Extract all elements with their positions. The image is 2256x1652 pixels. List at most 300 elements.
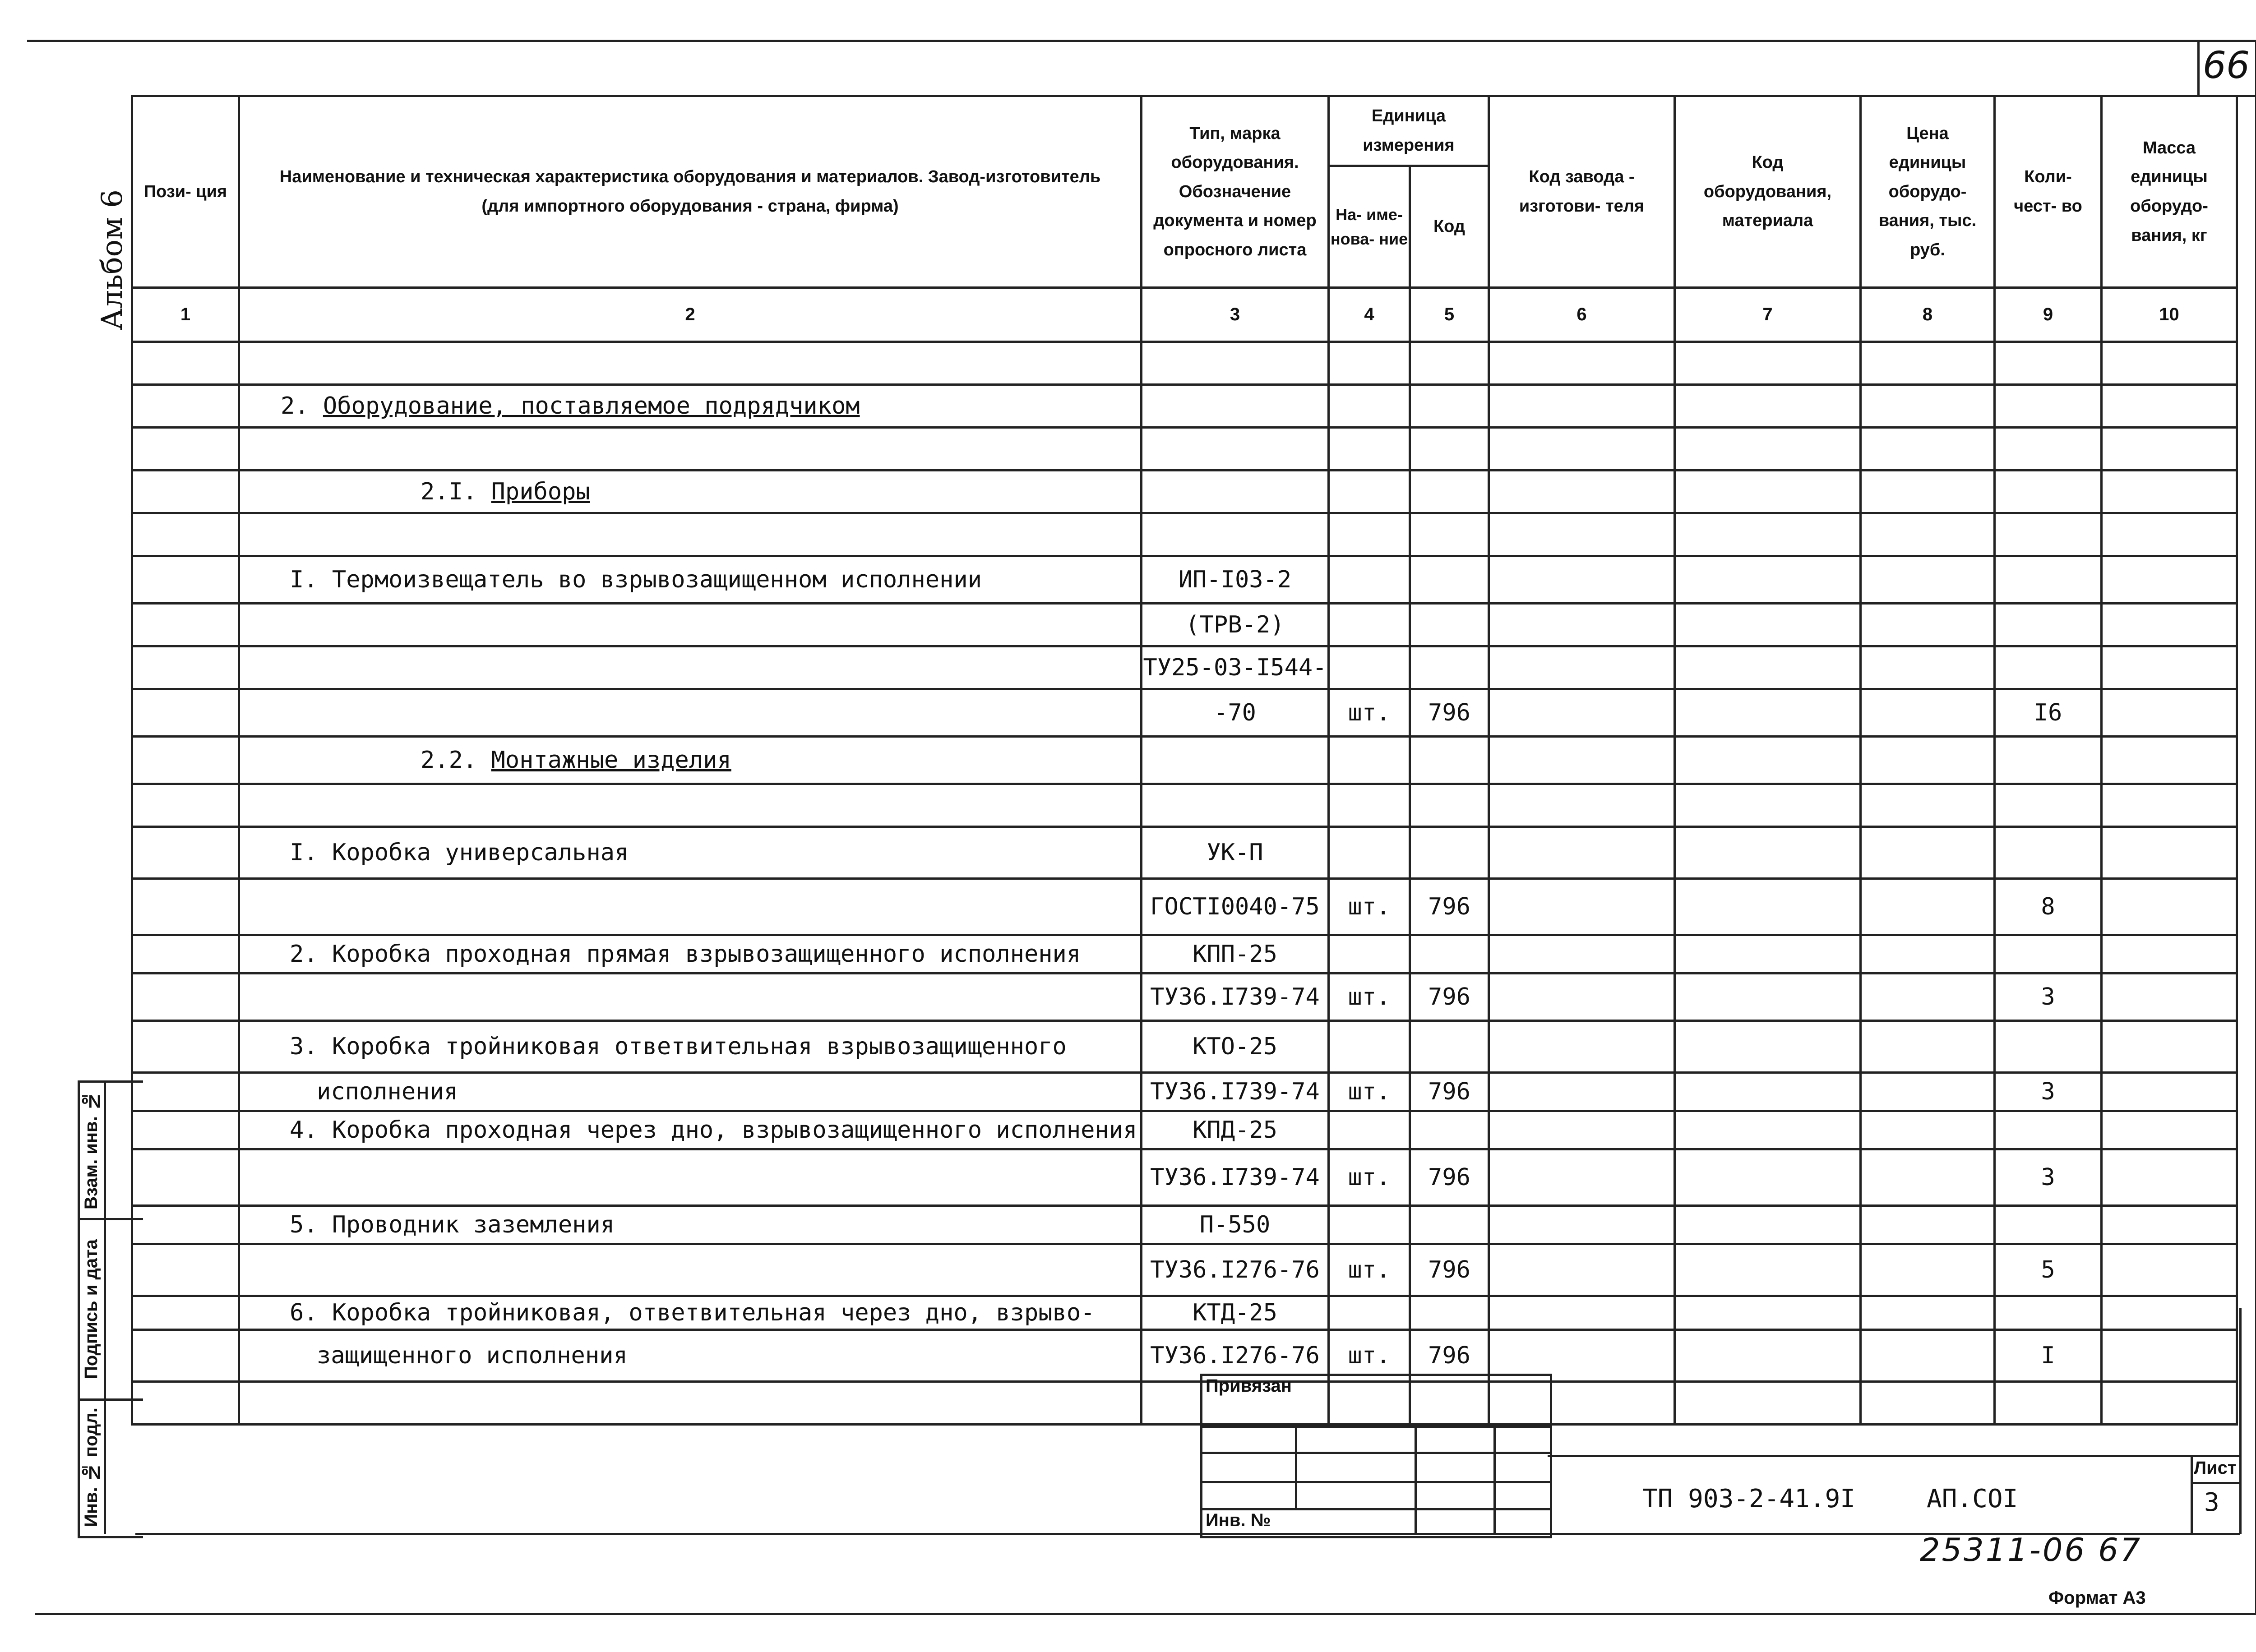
mass-cell xyxy=(2102,471,2237,513)
sheet-box-line xyxy=(2191,1482,2240,1484)
position-cell xyxy=(132,1382,239,1425)
type-cell xyxy=(1142,342,1329,385)
unit-name-cell xyxy=(1329,513,1410,556)
unit-name-cell-text: шт. xyxy=(1348,699,1391,726)
equipment-code-cell xyxy=(1675,737,1861,784)
name-cell xyxy=(239,513,1142,556)
unit-name-cell xyxy=(1329,689,1410,737)
quantity-cell xyxy=(1995,513,2102,556)
price-cell xyxy=(1861,879,1995,935)
vzam-inv-label: Взам. инв. № xyxy=(81,1091,101,1209)
price-cell xyxy=(1861,471,1995,513)
name-cell-text: I. Коробка универсальная xyxy=(290,839,629,866)
unit-name-cell xyxy=(1329,1149,1410,1206)
equipment-code-cell xyxy=(1675,1296,1861,1330)
unit-code-cell xyxy=(1410,1296,1489,1330)
column-number: 9 xyxy=(1995,288,2102,342)
unit-code-cell-text: 796 xyxy=(1428,1256,1470,1283)
mass-cell xyxy=(2102,1021,2237,1073)
name-cell xyxy=(239,689,1142,737)
price-cell xyxy=(1861,827,1995,879)
table-row xyxy=(132,935,2237,974)
price-cell xyxy=(1861,974,1995,1021)
type-cell-text: ТУ36.I276-76 xyxy=(1150,1256,1320,1283)
type-cell-text: УК-П xyxy=(1207,839,1263,866)
factory-code-cell xyxy=(1489,604,1675,646)
name-cell-text: 3. Коробка тройниковая ответвительная взрывозащищенного xyxy=(290,1033,1067,1060)
position-cell xyxy=(132,471,239,513)
name-cell xyxy=(239,1021,1142,1073)
type-cell-text: -70 xyxy=(1214,699,1256,726)
position-cell xyxy=(132,1149,239,1206)
equipment-code-cell xyxy=(1675,1244,1861,1296)
position-cell xyxy=(132,879,239,935)
sheet-box-line xyxy=(2191,1455,2193,1534)
title-block xyxy=(1548,1455,2239,1457)
side-stamp-divider xyxy=(104,1080,106,1534)
unit-name-cell xyxy=(1329,604,1410,646)
price-cell xyxy=(1861,1206,1995,1244)
position-cell xyxy=(132,342,239,385)
position-cell xyxy=(132,1111,239,1149)
name-cell xyxy=(239,1296,1142,1330)
name-cell-text: 2. Оборудование, поставляемое подрядчиком xyxy=(281,392,860,420)
factory-code-cell xyxy=(1489,385,1675,428)
type-cell xyxy=(1142,646,1329,689)
sheet-label: Лист xyxy=(2194,1458,2237,1478)
unit-code-cell xyxy=(1410,1111,1489,1149)
type-cell-text: ТУ36.I739-74 xyxy=(1150,983,1320,1011)
quantity-cell xyxy=(1995,689,2102,737)
equipment-code-cell xyxy=(1675,974,1861,1021)
inventory-number-label: Инв. № xyxy=(1206,1510,1271,1530)
header-quantity: Коли- чест- во xyxy=(1995,96,2102,288)
equipment-code-cell xyxy=(1675,385,1861,428)
name-cell xyxy=(239,1244,1142,1296)
table-row xyxy=(132,1149,2237,1206)
unit-name-cell-text: шт. xyxy=(1348,1342,1391,1369)
equipment-code-cell xyxy=(1675,556,1861,604)
position-cell xyxy=(132,737,239,784)
type-cell xyxy=(1142,1111,1329,1149)
column-number: 5 xyxy=(1410,288,1489,342)
quantity-cell xyxy=(1995,784,2102,827)
unit-name-cell xyxy=(1329,1296,1410,1330)
unit-name-cell xyxy=(1329,974,1410,1021)
position-cell xyxy=(132,1073,239,1111)
quantity-cell-text: I xyxy=(2041,1342,2055,1369)
type-cell-text: КТД-25 xyxy=(1193,1299,1277,1326)
mass-cell xyxy=(2102,342,2237,385)
unit-name-cell xyxy=(1329,737,1410,784)
quantity-cell-text: I6 xyxy=(2034,699,2062,726)
unit-code-cell xyxy=(1410,513,1489,556)
column-number: 1 xyxy=(132,288,239,342)
equipment-code-cell xyxy=(1675,604,1861,646)
price-cell xyxy=(1861,1382,1995,1425)
stamp-line xyxy=(1493,1426,1496,1534)
type-cell xyxy=(1142,935,1329,974)
name-cell xyxy=(239,1330,1142,1382)
quantity-cell xyxy=(1995,385,2102,428)
equipment-code-cell xyxy=(1675,513,1861,556)
equipment-code-cell xyxy=(1675,1111,1861,1149)
type-cell xyxy=(1142,513,1329,556)
type-cell xyxy=(1142,1021,1329,1073)
quantity-cell xyxy=(1995,935,2102,974)
price-cell xyxy=(1861,604,1995,646)
header-unit: Единица измерения xyxy=(1329,96,1489,166)
position-cell xyxy=(132,1244,239,1296)
equipment-code-cell xyxy=(1675,1382,1861,1425)
position-cell xyxy=(132,974,239,1021)
column-number: 7 xyxy=(1675,288,1861,342)
position-cell xyxy=(132,784,239,827)
quantity-cell xyxy=(1995,1330,2102,1382)
unit-code-cell-text: 796 xyxy=(1428,983,1470,1011)
table-row xyxy=(132,646,2237,689)
name-cell xyxy=(239,827,1142,879)
name-cell-text: 2.I. Приборы xyxy=(421,478,590,505)
table-row xyxy=(132,1073,2237,1111)
unit-code-cell xyxy=(1410,556,1489,604)
column-number-row xyxy=(132,288,2237,342)
mass-cell xyxy=(2102,974,2237,1021)
column-number: 10 xyxy=(2102,288,2237,342)
header-price: Цена единицы оборудо- вания, тыс. руб. xyxy=(1861,96,1995,288)
type-cell-text: ГОСТI0040-75 xyxy=(1150,893,1320,920)
factory-code-cell xyxy=(1489,1296,1675,1330)
name-cell xyxy=(239,935,1142,974)
document-code: ТП 903-2-41.9I xyxy=(1642,1484,1856,1514)
unit-code-cell xyxy=(1410,935,1489,974)
unit-code-cell xyxy=(1410,428,1489,471)
name-cell xyxy=(239,974,1142,1021)
unit-name-cell xyxy=(1329,827,1410,879)
name-cell xyxy=(239,1073,1142,1111)
mass-cell xyxy=(2102,1149,2237,1206)
type-cell xyxy=(1142,1149,1329,1206)
stamp-line xyxy=(1200,1426,1550,1428)
mass-cell xyxy=(2102,513,2237,556)
type-cell-text: КПП-25 xyxy=(1193,941,1277,968)
unit-name-cell-text: шт. xyxy=(1348,1256,1391,1283)
equipment-code-cell xyxy=(1675,1206,1861,1244)
column-number: 2 xyxy=(239,288,1142,342)
type-cell-text: ТУ36.I739-74 xyxy=(1150,1164,1320,1191)
price-cell xyxy=(1861,784,1995,827)
mass-cell xyxy=(2102,604,2237,646)
inv-podl-label: Инв. № подл. xyxy=(81,1407,101,1527)
name-cell-text: 4. Коробка проходная через дно, взрывозащищенного исполнения xyxy=(290,1117,1137,1144)
archive-number: 25311-06 67 xyxy=(1920,1532,2142,1569)
name-cell xyxy=(239,646,1142,689)
position-cell xyxy=(132,1296,239,1330)
factory-code-cell xyxy=(1489,689,1675,737)
quantity-cell xyxy=(1995,471,2102,513)
factory-code-cell xyxy=(1489,646,1675,689)
mass-cell xyxy=(2102,556,2237,604)
album-label: Альбом 6 xyxy=(96,189,129,330)
factory-code-cell xyxy=(1489,1021,1675,1073)
position-cell xyxy=(132,1330,239,1382)
frame-bottom-line xyxy=(35,1613,2256,1615)
table-row xyxy=(132,556,2237,604)
type-cell xyxy=(1142,1244,1329,1296)
equipment-code-cell xyxy=(1675,935,1861,974)
type-cell xyxy=(1142,604,1329,646)
unit-name-cell-text: шт. xyxy=(1348,1164,1391,1191)
type-cell xyxy=(1142,471,1329,513)
position-cell xyxy=(132,556,239,604)
column-number: 8 xyxy=(1861,288,1995,342)
type-cell xyxy=(1142,737,1329,784)
name-cell-text: исполнения xyxy=(317,1078,458,1105)
factory-code-cell xyxy=(1489,471,1675,513)
quantity-cell-text: 8 xyxy=(2041,893,2055,920)
quantity-cell xyxy=(1995,737,2102,784)
type-cell-text: ТУ25-03-I544- xyxy=(1143,654,1327,681)
position-cell xyxy=(132,935,239,974)
page-number: 66 xyxy=(2202,44,2250,87)
table-right-border xyxy=(2239,1308,2242,1534)
type-cell-text: КТО-25 xyxy=(1193,1033,1277,1060)
equipment-code-cell xyxy=(1675,827,1861,879)
name-cell xyxy=(239,342,1142,385)
equipment-code-cell xyxy=(1675,1073,1861,1111)
position-cell xyxy=(132,385,239,428)
mass-cell xyxy=(2102,1382,2237,1425)
equipment-code-cell xyxy=(1675,1021,1861,1073)
mass-cell xyxy=(2102,827,2237,879)
unit-code-cell xyxy=(1410,646,1489,689)
table-row xyxy=(132,737,2237,784)
column-number: 3 xyxy=(1142,288,1329,342)
quantity-cell xyxy=(1995,1244,2102,1296)
mass-cell xyxy=(2102,646,2237,689)
mass-cell xyxy=(2102,385,2237,428)
type-cell xyxy=(1142,1296,1329,1330)
factory-code-cell xyxy=(1489,827,1675,879)
quantity-cell xyxy=(1995,604,2102,646)
column-number: 4 xyxy=(1329,288,1410,342)
header-unit-code: Код xyxy=(1410,166,1489,288)
name-cell xyxy=(239,1206,1142,1244)
unit-code-cell xyxy=(1410,737,1489,784)
price-cell xyxy=(1861,428,1995,471)
table-row xyxy=(132,689,2237,737)
header-position: Пози- ция xyxy=(132,96,239,288)
mass-cell xyxy=(2102,1206,2237,1244)
unit-code-cell-text: 796 xyxy=(1428,1164,1470,1191)
name-cell-text: защищенного исполнения xyxy=(317,1342,628,1369)
name-cell xyxy=(239,879,1142,935)
price-cell xyxy=(1861,1073,1995,1111)
factory-code-cell xyxy=(1489,1206,1675,1244)
mass-cell xyxy=(2102,1330,2237,1382)
table-row xyxy=(132,974,2237,1021)
factory-code-cell xyxy=(1489,556,1675,604)
name-cell xyxy=(239,737,1142,784)
table-row xyxy=(132,385,2237,428)
position-cell xyxy=(132,827,239,879)
unit-code-cell xyxy=(1410,604,1489,646)
quantity-cell xyxy=(1995,879,2102,935)
price-cell xyxy=(1861,1021,1995,1073)
type-cell xyxy=(1142,428,1329,471)
name-cell-text: 6. Коробка тройниковая, ответвительная через дно, взрыво- xyxy=(290,1299,1095,1326)
unit-code-cell xyxy=(1410,1206,1489,1244)
name-cell xyxy=(239,385,1142,428)
signature-date-label: Подпись и дата xyxy=(81,1239,101,1380)
unit-code-cell xyxy=(1410,827,1489,879)
mass-cell xyxy=(2102,689,2237,737)
table-row xyxy=(132,879,2237,935)
quantity-cell-text: 3 xyxy=(2041,983,2055,1011)
equipment-code-cell xyxy=(1675,1330,1861,1382)
header-unit-name: На- име- нова- ние xyxy=(1329,166,1410,288)
unit-code-cell xyxy=(1410,1073,1489,1111)
name-cell xyxy=(239,556,1142,604)
price-cell xyxy=(1861,737,1995,784)
name-cell-text: 2. Коробка проходная прямая взрывозащищенного исполнения xyxy=(290,941,1081,968)
header-row xyxy=(132,96,2237,166)
position-cell xyxy=(132,428,239,471)
quantity-cell xyxy=(1995,1073,2102,1111)
table-row xyxy=(132,342,2237,385)
unit-code-cell xyxy=(1410,974,1489,1021)
name-cell-text: 2.2. Монтажные изделия xyxy=(421,747,731,774)
unit-name-cell xyxy=(1329,342,1410,385)
quantity-cell xyxy=(1995,974,2102,1021)
table-row xyxy=(132,827,2237,879)
unit-code-cell xyxy=(1410,879,1489,935)
header-name: Наименование и техническая характеристика оборудования и материалов. Завод-изготовитель (для импортного оборудования - страна, фирма) xyxy=(239,96,1142,288)
mass-cell xyxy=(2102,1296,2237,1330)
type-cell xyxy=(1142,1206,1329,1244)
type-cell-text: ИП-I03-2 xyxy=(1178,566,1292,593)
unit-name-cell-text: шт. xyxy=(1348,1078,1391,1105)
unit-code-cell xyxy=(1410,385,1489,428)
table-row xyxy=(132,1021,2237,1073)
unit-code-cell xyxy=(1410,689,1489,737)
quantity-cell-text: 3 xyxy=(2041,1078,2055,1105)
unit-name-cell xyxy=(1329,1021,1410,1073)
equipment-code-cell xyxy=(1675,689,1861,737)
position-cell xyxy=(132,513,239,556)
quantity-cell xyxy=(1995,1206,2102,1244)
mass-cell xyxy=(2102,1244,2237,1296)
price-cell xyxy=(1861,1296,1995,1330)
unit-name-cell xyxy=(1329,784,1410,827)
name-cell xyxy=(239,784,1142,827)
equipment-code-cell xyxy=(1675,1149,1861,1206)
type-cell xyxy=(1142,879,1329,935)
type-cell-text: ТУ36.I276-76 xyxy=(1150,1342,1320,1369)
quantity-cell-text: 3 xyxy=(2041,1164,2055,1191)
quantity-cell xyxy=(1995,827,2102,879)
factory-code-cell xyxy=(1489,737,1675,784)
quantity-cell xyxy=(1995,1382,2102,1425)
type-cell xyxy=(1142,974,1329,1021)
quantity-cell xyxy=(1995,428,2102,471)
equipment-code-cell xyxy=(1675,879,1861,935)
type-cell-text: КПД-25 xyxy=(1193,1117,1277,1144)
unit-name-cell xyxy=(1329,428,1410,471)
unit-name-cell xyxy=(1329,471,1410,513)
header-equipment-code: Код оборудования, материала xyxy=(1675,96,1861,288)
unit-code-cell-text: 796 xyxy=(1428,893,1470,920)
factory-code-cell xyxy=(1489,1111,1675,1149)
stamp-line xyxy=(1295,1426,1297,1508)
mass-cell xyxy=(2102,784,2237,827)
name-cell xyxy=(239,604,1142,646)
name-cell xyxy=(239,471,1142,513)
price-cell xyxy=(1861,1149,1995,1206)
factory-code-cell xyxy=(1489,784,1675,827)
factory-code-cell xyxy=(1489,974,1675,1021)
price-cell xyxy=(1861,935,1995,974)
factory-code-cell xyxy=(1489,1149,1675,1206)
equipment-code-cell xyxy=(1675,342,1861,385)
equipment-code-cell xyxy=(1675,784,1861,827)
header-factory-code: Код завода - изготови- теля xyxy=(1489,96,1675,288)
position-cell xyxy=(132,1021,239,1073)
mass-cell xyxy=(2102,428,2237,471)
unit-name-cell xyxy=(1329,1244,1410,1296)
stamp-line xyxy=(1415,1426,1417,1534)
quantity-cell-text: 5 xyxy=(2041,1256,2055,1283)
type-cell-text: П-550 xyxy=(1199,1211,1271,1238)
type-cell xyxy=(1142,784,1329,827)
table-row xyxy=(132,1206,2237,1244)
equipment-code-cell xyxy=(1675,428,1861,471)
mass-cell xyxy=(2102,1073,2237,1111)
factory-code-cell xyxy=(1489,342,1675,385)
position-cell xyxy=(132,1206,239,1244)
table-row xyxy=(132,471,2237,513)
name-cell xyxy=(239,1111,1142,1149)
price-cell xyxy=(1861,556,1995,604)
type-cell xyxy=(1142,689,1329,737)
quantity-cell xyxy=(1995,1149,2102,1206)
header-mass: Масса единицы оборудо- вания, кг xyxy=(2102,96,2237,288)
price-cell xyxy=(1861,646,1995,689)
table-row xyxy=(132,1382,2237,1425)
unit-name-cell xyxy=(1329,1206,1410,1244)
type-cell xyxy=(1142,385,1329,428)
sheet-number: 3 xyxy=(2204,1488,2219,1517)
price-cell xyxy=(1861,689,1995,737)
table-row xyxy=(132,1111,2237,1149)
price-cell xyxy=(1861,1244,1995,1296)
type-cell xyxy=(1142,1073,1329,1111)
quantity-cell xyxy=(1995,1021,2102,1073)
factory-code-cell xyxy=(1489,935,1675,974)
factory-code-cell xyxy=(1489,879,1675,935)
price-cell xyxy=(1861,342,1995,385)
type-cell xyxy=(1142,556,1329,604)
position-cell xyxy=(132,646,239,689)
name-cell xyxy=(239,1382,1142,1425)
paper-format: Формат А3 xyxy=(2048,1588,2146,1608)
price-cell xyxy=(1861,1330,1995,1382)
factory-code-cell xyxy=(1489,1073,1675,1111)
unit-code-cell xyxy=(1410,784,1489,827)
table-row xyxy=(132,784,2237,827)
price-cell xyxy=(1861,1111,1995,1149)
type-cell-text: ТУ36.I739-74 xyxy=(1150,1078,1320,1105)
